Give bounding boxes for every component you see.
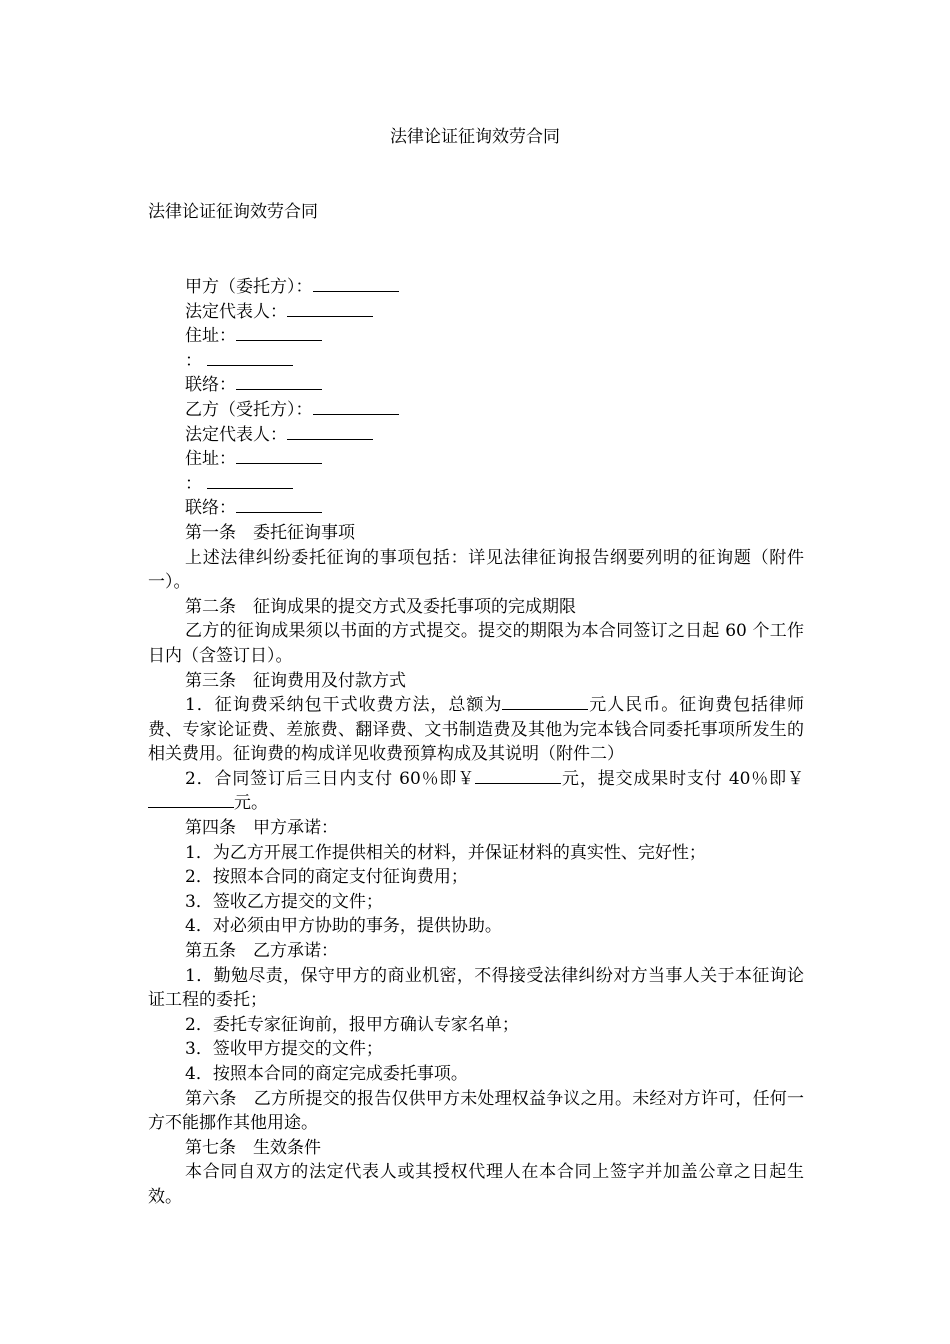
article-4-item: 4．对必须由甲方协助的事务，提供协助。	[185, 916, 502, 937]
party-b-address-label: 住址：	[185, 449, 236, 470]
total-fee-blank	[502, 693, 588, 710]
party-a-extra-blank	[207, 349, 293, 366]
party-b-extra-label: ：	[185, 473, 202, 494]
article-4-number: 第四条	[185, 818, 236, 839]
article-3-heading	[148, 669, 804, 694]
article-1-title: 委托征询事项	[253, 522, 355, 543]
article-3-item-1	[148, 693, 804, 767]
article-2-heading	[148, 595, 804, 620]
party-a-address-line	[148, 324, 804, 349]
party-b-contact-label: 联络：	[185, 498, 236, 519]
article-6	[148, 1087, 804, 1136]
article-5-item: 1．勤勉尽责，保守甲方的商业机密，不得接受法律纠纷对方当事人关于本征询论证工程的委托；	[148, 965, 804, 1011]
party-b-rep-line	[148, 423, 804, 448]
party-b-address-blank	[236, 447, 322, 464]
article-4-title: 甲方承诺：	[253, 818, 338, 839]
party-a-extra-label: ：	[185, 350, 202, 371]
party-b-extra-line	[148, 472, 804, 497]
article-4-item: 1．为乙方开展工作提供相关的材料，并保证材料的真实性、完好性；	[185, 842, 706, 863]
party-b-rep-blank	[287, 423, 373, 440]
article-3-item-2-c: 元。	[234, 793, 268, 814]
article-1-heading	[148, 521, 804, 546]
article-7-heading	[148, 1136, 804, 1161]
party-b-address-line	[148, 447, 804, 472]
article-7-title: 生效条件	[253, 1137, 321, 1158]
article-3-item-2-b: 元，提交成果时支付 40％即￥	[561, 768, 804, 789]
article-5-heading	[148, 939, 804, 964]
article-1-body: 上述法律纠纷委托征询的事项包括：详见法律征询报告纲要列明的征询题（附件一）。	[148, 547, 804, 593]
article-2-title: 征询成果的提交方式及委托事项的完成期限	[253, 596, 576, 617]
party-a-contact-line	[148, 373, 804, 398]
party-a-extra-line	[148, 349, 804, 374]
party-b-rep-label: 法定代表人：	[185, 424, 287, 445]
party-b-name-label: 乙方（受托方）：	[185, 399, 313, 420]
party-a-address-blank	[236, 324, 322, 341]
party-a-name-line	[148, 275, 804, 300]
second-payment-blank	[148, 791, 234, 808]
document-title: 法律论证征询效劳合同	[390, 127, 560, 147]
article-4-item: 3．签收乙方提交的文件；	[185, 891, 383, 912]
party-b-name-line	[148, 398, 804, 423]
article-5-item: 4．按照本合同的商定完成委托事项。	[185, 1064, 468, 1084]
article-3-item-2	[148, 767, 804, 816]
article-3-title: 征询费用及付款方式	[253, 670, 406, 691]
party-a-rep-label: 法定代表人：	[185, 301, 287, 322]
article-3-item-1-before: 1．征询费采纳包干式收费方法，总额为	[185, 695, 503, 716]
document-subtitle: 法律论证征询效劳合同	[148, 202, 318, 222]
article-4-item: 2．按照本合同的商定支付征询费用；	[185, 867, 468, 888]
article-3-item-2-a: 2．合同签订后三日内支付 60％即￥	[185, 768, 476, 789]
article-5-item: 2．委托专家征询前，报甲方确认专家名单；	[185, 1014, 519, 1035]
article-2-body: 乙方的征询成果须以书面的方式提交。提交的期限为本合同签订之日起 60 个工作日内（含签订日）。	[148, 621, 804, 666]
article-3-number: 第三条	[185, 670, 236, 691]
article-3-item-1-after: 元人民币。征询费包括律师费、专家论证费、差旅费、翻译费、文书制造费及其他为完本钱合同委托事项所发生的相关费用。征询费的构成详见收费预算构成及其说明（附件二）	[148, 695, 804, 765]
party-b-contact-blank	[236, 496, 322, 513]
party-a-name-label: 甲方（委托方）：	[185, 277, 313, 297]
first-payment-blank	[475, 767, 561, 784]
party-b-extra-blank	[207, 472, 293, 489]
party-b-contact-line	[148, 496, 804, 521]
party-a-contact-blank	[236, 373, 322, 390]
party-a-address-label: 住址：	[185, 326, 236, 347]
article-6-number: 第六条	[185, 1088, 237, 1109]
party-a-rep-blank	[287, 300, 373, 317]
party-b-name-blank	[313, 398, 399, 415]
article-5-number: 第五条	[185, 941, 236, 962]
article-6-body: 乙方所提交的报告仅供甲方未处理权益争议之用。未经对方许可，任何一方不能挪作其他用途。	[148, 1088, 805, 1134]
document-body	[148, 275, 804, 1210]
party-a-contact-label: 联络：	[185, 375, 236, 396]
article-2-number: 第二条	[185, 596, 236, 617]
party-a-name-blank	[313, 275, 399, 292]
article-5-item: 3．签收甲方提交的文件；	[185, 1039, 383, 1060]
article-7-body: 本合同自双方的法定代表人或其授权代理人在本合同上签字并加盖公章之日起生效。	[148, 1162, 804, 1207]
article-5-title: 乙方承诺：	[253, 941, 338, 962]
article-4-heading	[148, 816, 804, 841]
article-1-number: 第一条	[185, 522, 236, 543]
party-a-rep-line	[148, 300, 804, 325]
article-7-number: 第七条	[185, 1137, 236, 1158]
